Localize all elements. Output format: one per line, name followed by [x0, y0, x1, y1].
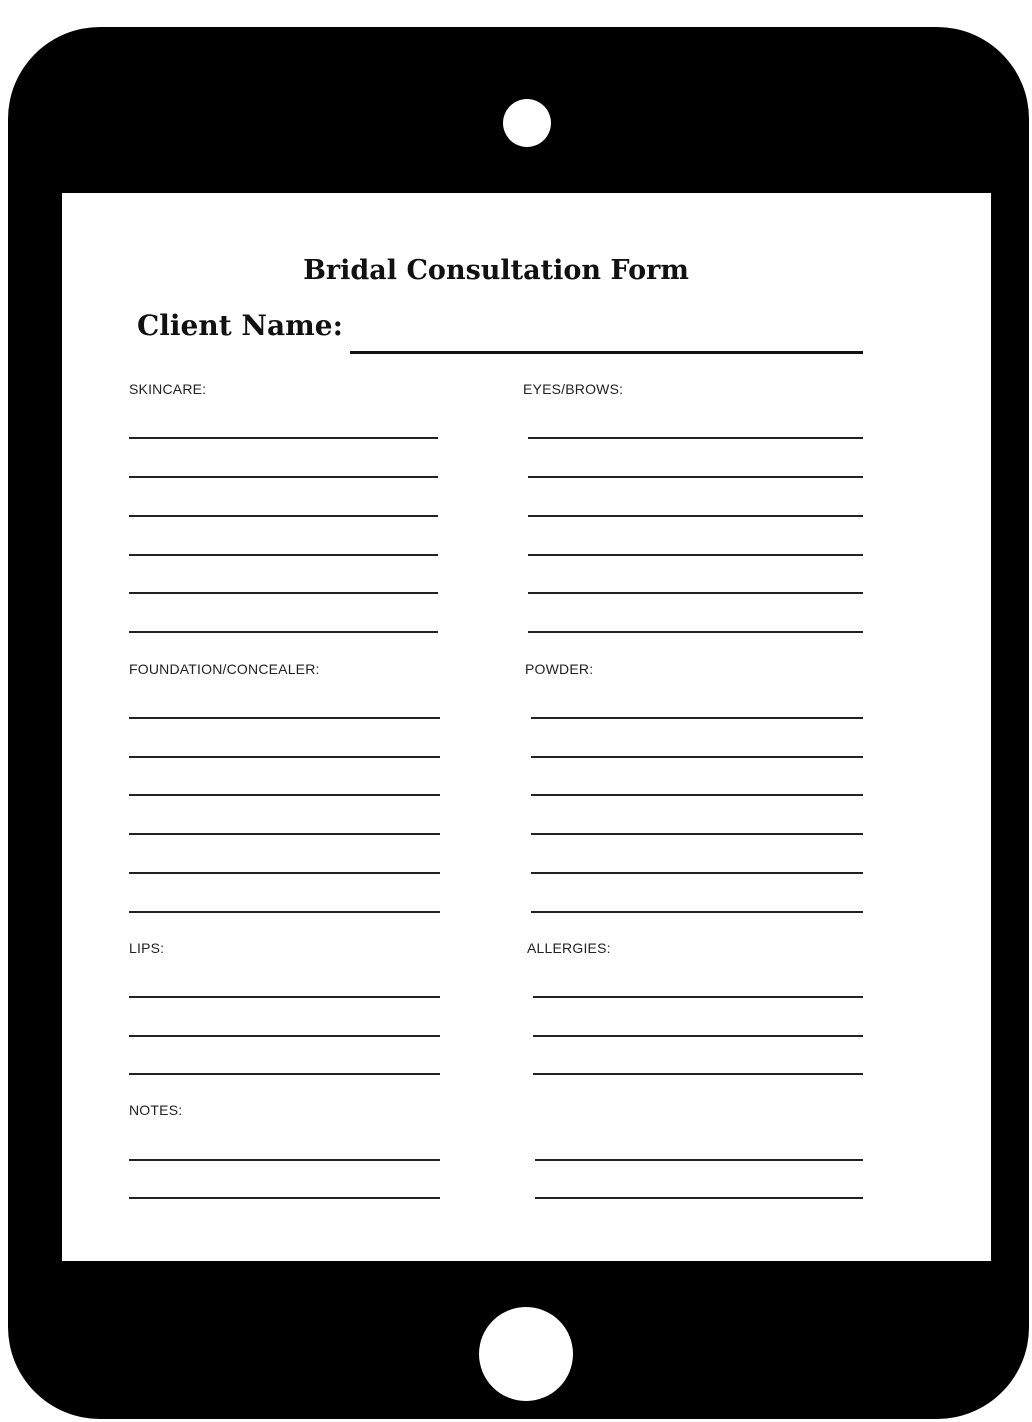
section-label-skincare: SKINCARE: [129, 381, 207, 397]
eyes-brows-line[interactable] [528, 592, 863, 594]
powder-line[interactable] [531, 872, 863, 874]
section-label-foundation-concealer: FOUNDATION/CONCEALER: [129, 661, 320, 677]
home-button[interactable] [479, 1307, 573, 1401]
notes-line[interactable] [535, 1197, 863, 1199]
section-label-notes: NOTES: [129, 1102, 183, 1118]
foundation-concealer-line[interactable] [129, 833, 440, 835]
allergies-line[interactable] [533, 996, 863, 998]
skincare-line[interactable] [129, 592, 438, 594]
tablet-frame [8, 27, 1029, 1419]
eyes-brows-line[interactable] [528, 554, 863, 556]
skincare-line[interactable] [129, 476, 438, 478]
notes-line[interactable] [129, 1159, 440, 1161]
form-title: Bridal Consultation Form [303, 255, 689, 286]
lips-line[interactable] [129, 1073, 440, 1075]
foundation-concealer-line[interactable] [129, 717, 440, 719]
skincare-line[interactable] [129, 631, 438, 633]
skincare-line[interactable] [129, 554, 438, 556]
skincare-line[interactable] [129, 437, 438, 439]
section-label-powder: POWDER: [525, 661, 594, 677]
notes-line[interactable] [129, 1197, 440, 1199]
powder-line[interactable] [531, 717, 863, 719]
eyes-brows-line[interactable] [528, 476, 863, 478]
client-name-label: Client Name: [137, 309, 343, 342]
powder-line[interactable] [531, 794, 863, 796]
allergies-line[interactable] [533, 1073, 863, 1075]
tablet-screen [62, 193, 991, 1261]
foundation-concealer-line[interactable] [129, 794, 440, 796]
foundation-concealer-line[interactable] [129, 911, 440, 913]
client-name-field[interactable] [350, 351, 863, 354]
eyes-brows-line[interactable] [528, 515, 863, 517]
skincare-line[interactable] [129, 515, 438, 517]
foundation-concealer-line[interactable] [129, 756, 440, 758]
section-label-eyes-brows: EYES/BROWS: [523, 381, 624, 397]
lips-line[interactable] [129, 996, 440, 998]
powder-line[interactable] [531, 833, 863, 835]
lips-line[interactable] [129, 1035, 440, 1037]
allergies-line[interactable] [533, 1035, 863, 1037]
eyes-brows-line[interactable] [528, 437, 863, 439]
powder-line[interactable] [531, 756, 863, 758]
foundation-concealer-line[interactable] [129, 872, 440, 874]
eyes-brows-line[interactable] [528, 631, 863, 633]
section-label-allergies: ALLERGIES: [527, 940, 611, 956]
camera-icon [503, 99, 551, 147]
powder-line[interactable] [531, 911, 863, 913]
notes-line[interactable] [535, 1159, 863, 1161]
section-label-lips: LIPS: [129, 940, 165, 956]
